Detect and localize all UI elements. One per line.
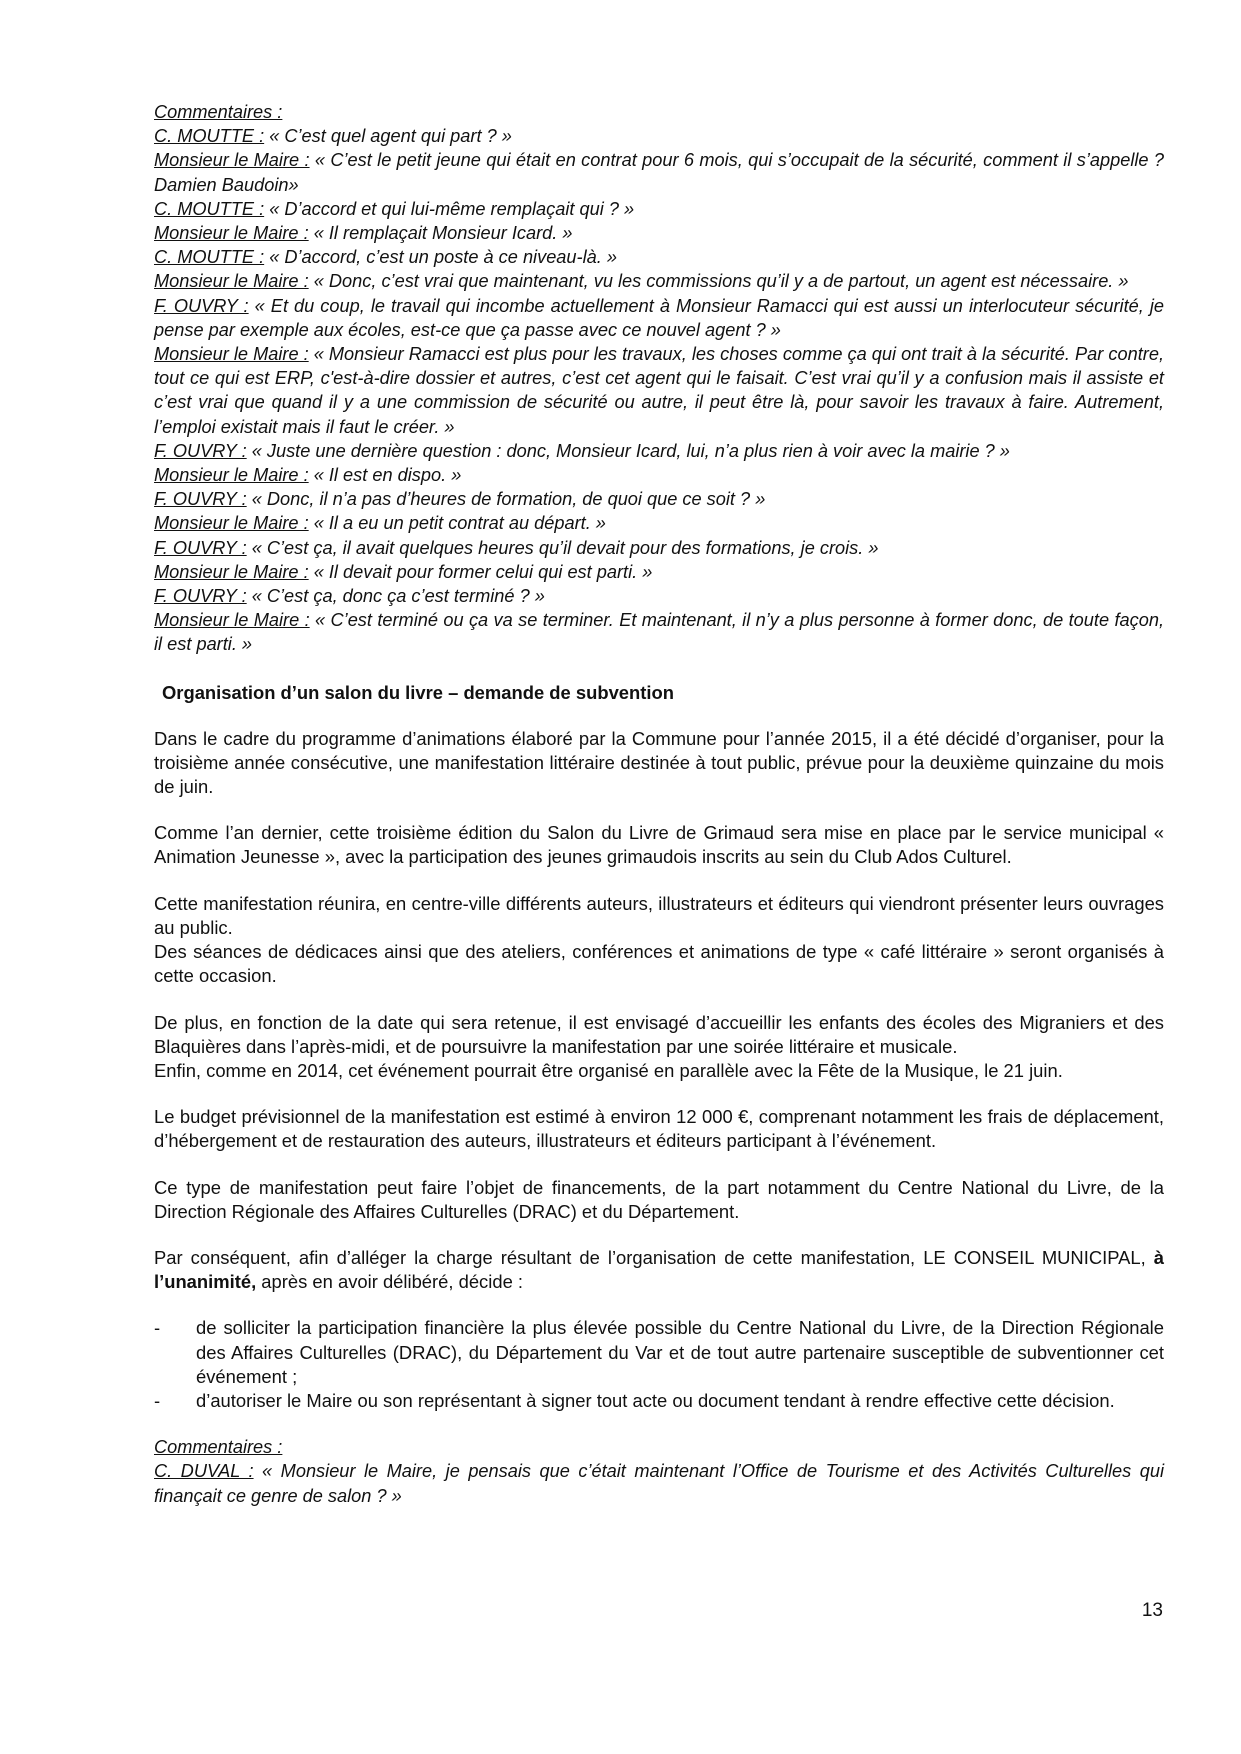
dialogue-text: « Et du coup, le travail qui incombe actuellement à Monsieur Ramacci qui est aussi un interlocuteur sécurité, je pense par exemple aux écoles, est-ce que ça passe avec ce nouvel agent ? »	[154, 295, 1164, 340]
speaker-label: C. MOUTTE :	[154, 126, 265, 147]
decision-list	[154, 1316, 1164, 1413]
speaker-label: Monsieur le Maire :	[154, 344, 309, 365]
dialogue-text: « C’est ça, donc ça c’est terminé ? »	[246, 586, 545, 607]
speaker-label: Monsieur le Maire :	[154, 150, 310, 171]
page-number: 13	[1141, 1600, 1163, 1621]
dialogue-line	[154, 294, 1164, 342]
bullet-dash: -	[154, 1389, 161, 1411]
paragraph: Enfin, comme en 2014, cet événement pourrait être organisé en parallèle avec la Fête de la Musique, le 21 juin.	[154, 1059, 1063, 1081]
document-page	[154, 100, 1164, 1508]
speaker-label: Monsieur le Maire :	[154, 610, 310, 631]
speaker-label: C. DUVAL :	[154, 1461, 254, 1482]
dialogue-line	[154, 342, 1164, 439]
paragraph: Le budget prévisionnel de la manifestation est estimé à environ 12 000 €, comprenant notamment les frais de déplacement, d’hébergement et de restauration des auteurs, illustrateurs et éditeurs participant à l’événement.	[154, 1106, 1164, 1152]
paragraph: Dans le cadre du programme d’animations élaboré par la Commune pour l’année 2015, il a été décidé d’organiser, pour la troisième année consécutive, une manifestation littéraire destinée à tout public, prévue pour la deuxième quinzaine du mois de juin.	[154, 727, 1164, 798]
comments-block-1	[154, 100, 1164, 657]
speaker-label: F. OUVRY :	[154, 537, 247, 558]
speaker-label: F. OUVRY :	[154, 295, 249, 316]
decision-text-end: après en avoir délibéré, décide :	[256, 1271, 524, 1293]
paragraph: De plus, en fonction de la date qui sera retenue, il est envisagé d’accueillir les enfants des écoles des Migraniers et des Blaquières dans l’après-midi, et de poursuivre la manifestation par une soirée littéraire et musicale.	[154, 1011, 1164, 1057]
dialogue-text: « C’est terminé ou ça va se terminer. Et maintenant, il n’y a plus personne à former donc, de toute façon, il est parti. »	[154, 610, 1164, 655]
dialogue-line	[154, 269, 1164, 293]
list-item-text: de solliciter la participation financière la plus élevée possible du Centre National du Livre, de la Direction Régionale des Affaires Culturelles (DRAC), du Département du Var et de tout autre partenaire susceptible de subventionner cet événement ;	[196, 1317, 1164, 1387]
speaker-label: Monsieur le Maire :	[154, 561, 309, 582]
speaker-label: F. OUVRY :	[154, 586, 247, 607]
paragraph: Cette manifestation réunira, en centre-ville différents auteurs, illustrateurs et éditeurs qui viendront présenter leurs ouvrages au public.	[154, 892, 1164, 938]
dialogue-line	[154, 560, 1164, 584]
decision-text: Par conséquent, afin d’alléger la charge résultant de l’organisation de cette manifestation, LE CONSEIL MUNICIPAL,	[154, 1246, 1154, 1268]
decision-bold: à l’unanimité,	[154, 1246, 1164, 1293]
dialogue-text: « Juste une dernière question : donc, Monsieur Icard, lui, n’a plus rien à voir avec la mairie ? »	[246, 440, 1010, 461]
dialogue-line	[154, 221, 1164, 245]
speaker-label: Commentaires :	[154, 1437, 283, 1458]
dialogue-text: « C’est le petit jeune qui était en contrat pour 6 mois, qui s’occupait de la sécurité, comment il s’appelle ? Damien Baudoin»	[154, 150, 1164, 195]
dialogue-text: « Il remplaçait Monsieur Icard. »	[308, 223, 573, 244]
speaker-label: C. MOUTTE :	[154, 198, 265, 219]
comments-block-2	[154, 1435, 1164, 1508]
list-item-text: d’autoriser le Maire ou son représentant à signer tout acte ou document tendant à rendre effective cette décision.	[196, 1389, 1115, 1411]
dialogue-line	[154, 148, 1164, 196]
speaker-label: Commentaires :	[154, 102, 283, 122]
dialogue-line	[154, 100, 1164, 124]
list-item	[154, 1389, 1164, 1413]
paragraph: Ce type de manifestation peut faire l’objet de financements, de la part notamment du Centre National du Livre, de la Direction Régionale des Affaires Culturelles (DRAC) et du Département.	[154, 1176, 1164, 1222]
bullet-dash: -	[154, 1317, 161, 1339]
dialogue-text: « Monsieur le Maire, je pensais que c’était maintenant l’Office de Tourisme et des Activités Culturelles qui finançait ce genre de salon ? »	[154, 1461, 1164, 1506]
dialogue-line	[154, 487, 1164, 511]
list-item	[154, 1316, 1164, 1389]
dialogue-text: « C’est ça, il avait quelques heures qu’il devait pour des formations, je crois. »	[246, 537, 879, 558]
dialogue-text: « Donc, il n’a pas d’heures de formation, de quoi que ce soit ? »	[246, 489, 766, 510]
dialogue-text: « Il a eu un petit contrat au départ. »	[308, 513, 606, 534]
speaker-label: Monsieur le Maire :	[154, 465, 309, 486]
dialogue-line	[154, 584, 1164, 608]
dialogue-text: « Donc, c’est vrai que maintenant, vu les commissions qu’il y a de partout, un agent est nécessaire. »	[308, 271, 1129, 292]
dialogue-line	[154, 536, 1164, 560]
dialogue-text: « D’accord, c’est un poste à ce niveau-là. »	[264, 247, 617, 268]
speaker-label: Monsieur le Maire :	[154, 271, 309, 292]
dialogue-line	[154, 608, 1164, 656]
dialogue-text: « C’est quel agent qui part ? »	[264, 126, 512, 147]
speaker-label: C. MOUTTE :	[154, 247, 265, 268]
dialogue-line	[154, 463, 1164, 487]
decision-paragraph	[154, 1246, 1164, 1294]
speaker-label: Monsieur le Maire :	[154, 513, 309, 534]
speaker-label: F. OUVRY :	[154, 489, 247, 510]
paragraph: Des séances de dédicaces ainsi que des ateliers, conférences et animations de type « café littéraire » seront organisés à cette occasion.	[154, 941, 1164, 987]
dialogue-line	[154, 197, 1164, 221]
dialogue-line	[154, 1435, 1164, 1459]
paragraph: Comme l’an dernier, cette troisième édition du Salon du Livre de Grimaud sera mise en place par le service municipal « Animation Jeunesse », avec la participation des jeunes grimaudois inscrits au sein du Club Ados Culturel.	[154, 822, 1164, 868]
section-title: Organisation d’un salon du livre – demande de subvention	[162, 681, 674, 703]
dialogue-line	[154, 439, 1164, 463]
dialogue-line	[154, 1459, 1164, 1507]
speaker-label: Monsieur le Maire :	[154, 223, 309, 244]
speaker-label: F. OUVRY :	[154, 440, 247, 461]
dialogue-text: « Il est en dispo. »	[308, 465, 462, 486]
dialogue-text: « D’accord et qui lui-même remplaçait qui ? »	[264, 198, 635, 219]
dialogue-line	[154, 124, 1164, 148]
dialogue-text: « Monsieur Ramacci est plus pour les travaux, les choses comme ça qui ont trait à la sécurité. Par contre, tout ce qui est ERP, c'est-à-dire dossier et autres, c’est cet agent qui le faisait. C’est vrai qu’il y a confusion mais il assiste et c’est vrai que quand il y a une commission de sécurité ou autre, il peut être là, pour savoir les travaux à faire. Autrement, l’emploi existait mais il faut le créer. »	[154, 344, 1164, 437]
dialogue-text: « Il devait pour former celui qui est parti. »	[308, 561, 653, 582]
dialogue-line	[154, 245, 1164, 269]
dialogue-line	[154, 511, 1164, 535]
